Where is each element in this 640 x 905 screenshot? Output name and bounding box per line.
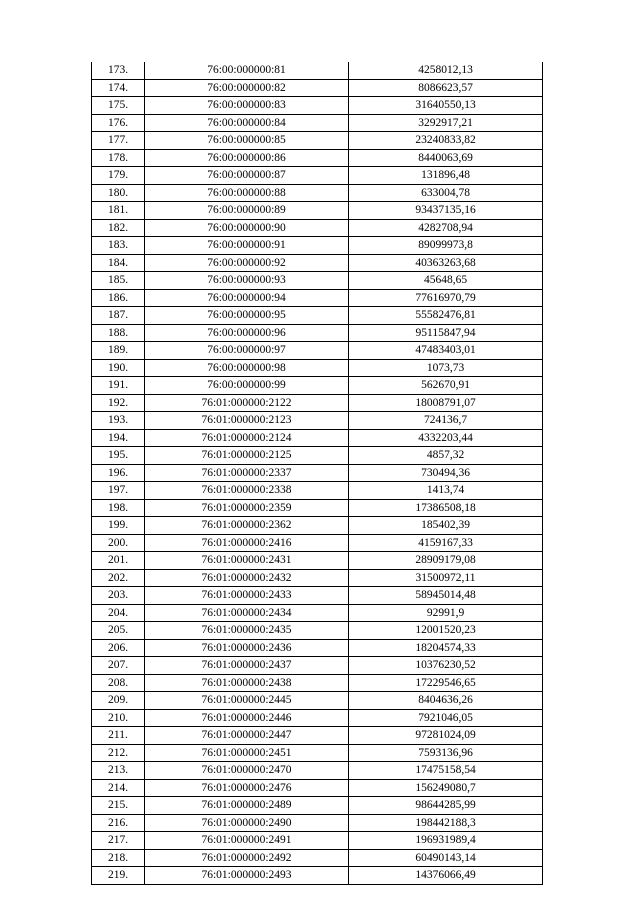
cadastral-value-cell: 31500972,11 xyxy=(349,569,543,587)
cadastral-number-cell: 76:00:000000:82 xyxy=(145,79,349,97)
cadastral-value-cell: 4258012,13 xyxy=(349,62,543,79)
table-row xyxy=(92,482,543,500)
table-row xyxy=(92,394,543,412)
row-number-cell: 180. xyxy=(92,184,145,202)
cadastral-number-cell: 76:00:000000:85 xyxy=(145,132,349,150)
table-row xyxy=(92,622,543,640)
row-number-cell: 181. xyxy=(92,202,145,220)
cadastral-value-cell: 156249080,7 xyxy=(349,779,543,797)
table-row xyxy=(92,447,543,465)
cadastral-number-cell: 76:00:000000:95 xyxy=(145,307,349,325)
cadastral-number-cell: 76:00:000000:96 xyxy=(145,324,349,342)
row-number-cell: 201. xyxy=(92,552,145,570)
cadastral-number-cell: 76:00:000000:94 xyxy=(145,289,349,307)
cadastral-value-cell: 17229546,65 xyxy=(349,674,543,692)
row-number-cell: 177. xyxy=(92,132,145,150)
row-number-cell: 210. xyxy=(92,709,145,727)
cadastral-value-cell: 17475158,54 xyxy=(349,762,543,780)
cadastral-value-cell: 31640550,13 xyxy=(349,97,543,115)
cadastral-number-cell: 76:01:000000:2445 xyxy=(145,692,349,710)
table-row xyxy=(92,517,543,535)
cadastral-number-cell: 76:01:000000:2431 xyxy=(145,552,349,570)
row-number-cell: 211. xyxy=(92,727,145,745)
row-number-cell: 191. xyxy=(92,377,145,395)
row-number-cell: 217. xyxy=(92,832,145,850)
cadastral-number-cell: 76:01:000000:2124 xyxy=(145,429,349,447)
table-row xyxy=(92,657,543,675)
cadastral-value-cell: 93437135,16 xyxy=(349,202,543,220)
row-number-cell: 199. xyxy=(92,517,145,535)
table-row xyxy=(92,604,543,622)
cadastral-value-cell: 562670,91 xyxy=(349,377,543,395)
cadastral-number-cell: 76:01:000000:2433 xyxy=(145,587,349,605)
row-number-cell: 204. xyxy=(92,604,145,622)
table-row xyxy=(92,832,543,850)
table-row xyxy=(92,552,543,570)
cadastral-number-cell: 76:01:000000:2436 xyxy=(145,639,349,657)
row-number-cell: 196. xyxy=(92,464,145,482)
row-number-cell: 216. xyxy=(92,814,145,832)
cadastral-number-cell: 76:01:000000:2489 xyxy=(145,797,349,815)
row-number-cell: 192. xyxy=(92,394,145,412)
cadastral-number-cell: 76:01:000000:2432 xyxy=(145,569,349,587)
cadastral-number-cell: 76:00:000000:83 xyxy=(145,97,349,115)
cadastral-number-cell: 76:00:000000:98 xyxy=(145,359,349,377)
table-body xyxy=(92,62,543,884)
cadastral-number-cell: 76:00:000000:88 xyxy=(145,184,349,202)
cadastral-value-cell: 7593136,96 xyxy=(349,744,543,762)
table-row xyxy=(92,132,543,150)
cadastral-number-cell: 76:01:000000:2122 xyxy=(145,394,349,412)
table-row xyxy=(92,289,543,307)
table-row xyxy=(92,79,543,97)
table-row xyxy=(92,254,543,272)
table-row xyxy=(92,114,543,132)
cadastral-value-cell: 18204574,33 xyxy=(349,639,543,657)
cadastral-value-cell: 8086623,57 xyxy=(349,79,543,97)
table-row xyxy=(92,307,543,325)
cadastral-value-cell: 58945014,48 xyxy=(349,587,543,605)
cadastral-value-cell: 8404636,26 xyxy=(349,692,543,710)
cadastral-value-cell: 633004,78 xyxy=(349,184,543,202)
cadastral-number-cell: 76:01:000000:2362 xyxy=(145,517,349,535)
row-number-cell: 219. xyxy=(92,867,145,885)
cadastral-value-cell: 77616970,79 xyxy=(349,289,543,307)
row-number-cell: 179. xyxy=(92,167,145,185)
cadastral-number-cell: 76:01:000000:2492 xyxy=(145,849,349,867)
row-number-cell: 209. xyxy=(92,692,145,710)
row-number-cell: 178. xyxy=(92,149,145,167)
cadastral-value-cell: 4857,32 xyxy=(349,447,543,465)
table-row xyxy=(92,412,543,430)
cadastral-number-cell: 76:01:000000:2447 xyxy=(145,727,349,745)
cadastral-value-cell: 45648,65 xyxy=(349,272,543,290)
row-number-cell: 175. xyxy=(92,97,145,115)
cadastral-number-cell: 76:01:000000:2493 xyxy=(145,867,349,885)
cadastral-number-cell: 76:01:000000:2337 xyxy=(145,464,349,482)
cadastral-number-cell: 76:01:000000:2438 xyxy=(145,674,349,692)
cadastral-value-cell: 1413,74 xyxy=(349,482,543,500)
cadastral-number-cell: 76:01:000000:2359 xyxy=(145,499,349,517)
table-row xyxy=(92,149,543,167)
cadastral-number-cell: 76:01:000000:2437 xyxy=(145,657,349,675)
table-row xyxy=(92,499,543,517)
row-number-cell: 198. xyxy=(92,499,145,517)
cadastral-number-cell: 76:00:000000:97 xyxy=(145,342,349,360)
cadastral-number-cell: 76:01:000000:2470 xyxy=(145,762,349,780)
cadastral-value-cell: 98644285,99 xyxy=(349,797,543,815)
table-row xyxy=(92,744,543,762)
cadastral-number-cell: 76:00:000000:81 xyxy=(145,62,349,79)
cadastral-value-cell: 185402,39 xyxy=(349,517,543,535)
cadastral-number-cell: 76:00:000000:84 xyxy=(145,114,349,132)
cadastral-number-cell: 76:01:000000:2491 xyxy=(145,832,349,850)
cadastral-value-cell: 4159167,33 xyxy=(349,534,543,552)
cadastral-number-cell: 76:01:000000:2446 xyxy=(145,709,349,727)
cadastral-value-cell: 724136,7 xyxy=(349,412,543,430)
cadastral-value-cell: 95115847,94 xyxy=(349,324,543,342)
table-row xyxy=(92,97,543,115)
cadastral-value-cell: 196931989,4 xyxy=(349,832,543,850)
cadastral-number-cell: 76:00:000000:87 xyxy=(145,167,349,185)
table-row xyxy=(92,324,543,342)
table-row xyxy=(92,359,543,377)
cadastral-number-cell: 76:01:000000:2451 xyxy=(145,744,349,762)
cadastral-number-cell: 76:00:000000:92 xyxy=(145,254,349,272)
table-row xyxy=(92,429,543,447)
cadastral-value-cell: 8440063,69 xyxy=(349,149,543,167)
cadastral-value-cell: 89099973,8 xyxy=(349,237,543,255)
row-number-cell: 184. xyxy=(92,254,145,272)
row-number-cell: 202. xyxy=(92,569,145,587)
row-number-cell: 174. xyxy=(92,79,145,97)
cadastral-value-cell: 10376230,52 xyxy=(349,657,543,675)
table-row xyxy=(92,464,543,482)
row-number-cell: 185. xyxy=(92,272,145,290)
row-number-cell: 186. xyxy=(92,289,145,307)
row-number-cell: 189. xyxy=(92,342,145,360)
table-row xyxy=(92,342,543,360)
table-row xyxy=(92,377,543,395)
cadastral-value-cell: 198442188,3 xyxy=(349,814,543,832)
cadastral-value-cell: 97281024,09 xyxy=(349,727,543,745)
table-row xyxy=(92,272,543,290)
row-number-cell: 187. xyxy=(92,307,145,325)
table-row xyxy=(92,569,543,587)
table-row xyxy=(92,184,543,202)
row-number-cell: 182. xyxy=(92,219,145,237)
table-row xyxy=(92,762,543,780)
cadastral-value-cell: 28909179,08 xyxy=(349,552,543,570)
cadastral-number-cell: 76:01:000000:2338 xyxy=(145,482,349,500)
cadastral-value-cell: 4282708,94 xyxy=(349,219,543,237)
row-number-cell: 205. xyxy=(92,622,145,640)
cadastral-number-cell: 76:01:000000:2125 xyxy=(145,447,349,465)
row-number-cell: 190. xyxy=(92,359,145,377)
row-number-cell: 197. xyxy=(92,482,145,500)
cadastral-value-cell: 18008791,07 xyxy=(349,394,543,412)
table-row xyxy=(92,849,543,867)
table-row xyxy=(92,674,543,692)
cadastral-number-cell: 76:00:000000:86 xyxy=(145,149,349,167)
table-row xyxy=(92,219,543,237)
row-number-cell: 194. xyxy=(92,429,145,447)
cadastral-number-cell: 76:00:000000:93 xyxy=(145,272,349,290)
row-number-cell: 200. xyxy=(92,534,145,552)
row-number-cell: 207. xyxy=(92,657,145,675)
cadastral-value-cell: 92991,9 xyxy=(349,604,543,622)
table-row xyxy=(92,587,543,605)
row-number-cell: 206. xyxy=(92,639,145,657)
row-number-cell: 214. xyxy=(92,779,145,797)
row-number-cell: 195. xyxy=(92,447,145,465)
cadastral-number-cell: 76:01:000000:2416 xyxy=(145,534,349,552)
cadastral-value-cell: 3292917,21 xyxy=(349,114,543,132)
cadastral-value-cell: 131896,48 xyxy=(349,167,543,185)
cadastral-value-cell: 23240833,82 xyxy=(349,132,543,150)
cadastral-value-table xyxy=(91,62,543,885)
table-row xyxy=(92,62,543,79)
cadastral-number-cell: 76:00:000000:99 xyxy=(145,377,349,395)
table-row xyxy=(92,237,543,255)
cadastral-number-cell: 76:01:000000:2435 xyxy=(145,622,349,640)
table-row xyxy=(92,867,543,885)
cadastral-number-cell: 76:00:000000:90 xyxy=(145,219,349,237)
cadastral-value-cell: 12001520,23 xyxy=(349,622,543,640)
row-number-cell: 203. xyxy=(92,587,145,605)
cadastral-number-cell: 76:01:000000:2476 xyxy=(145,779,349,797)
row-number-cell: 193. xyxy=(92,412,145,430)
table-row xyxy=(92,534,543,552)
cadastral-value-cell: 14376066,49 xyxy=(349,867,543,885)
row-number-cell: 188. xyxy=(92,324,145,342)
cadastral-value-cell: 7921046,05 xyxy=(349,709,543,727)
cadastral-number-cell: 76:00:000000:91 xyxy=(145,237,349,255)
cadastral-number-cell: 76:01:000000:2434 xyxy=(145,604,349,622)
row-number-cell: 215. xyxy=(92,797,145,815)
cadastral-value-cell: 1073,73 xyxy=(349,359,543,377)
table-row xyxy=(92,639,543,657)
row-number-cell: 212. xyxy=(92,744,145,762)
cadastral-number-cell: 76:01:000000:2123 xyxy=(145,412,349,430)
cadastral-value-cell: 4332203,44 xyxy=(349,429,543,447)
row-number-cell: 218. xyxy=(92,849,145,867)
cadastral-number-cell: 76:01:000000:2490 xyxy=(145,814,349,832)
row-number-cell: 173. xyxy=(92,62,145,79)
row-number-cell: 176. xyxy=(92,114,145,132)
table-row xyxy=(92,797,543,815)
table-row xyxy=(92,692,543,710)
row-number-cell: 183. xyxy=(92,237,145,255)
row-number-cell: 213. xyxy=(92,762,145,780)
cadastral-value-cell: 17386508,18 xyxy=(349,499,543,517)
cadastral-value-cell: 60490143,14 xyxy=(349,849,543,867)
cadastral-value-cell: 47483403,01 xyxy=(349,342,543,360)
cadastral-value-cell: 40363263,68 xyxy=(349,254,543,272)
row-number-cell: 208. xyxy=(92,674,145,692)
cadastral-value-cell: 55582476,81 xyxy=(349,307,543,325)
cadastral-number-cell: 76:00:000000:89 xyxy=(145,202,349,220)
table-row xyxy=(92,727,543,745)
table-row xyxy=(92,709,543,727)
cadastral-value-cell: 730494,36 xyxy=(349,464,543,482)
table-row xyxy=(92,814,543,832)
table-row xyxy=(92,167,543,185)
table-row xyxy=(92,779,543,797)
table-row xyxy=(92,202,543,220)
